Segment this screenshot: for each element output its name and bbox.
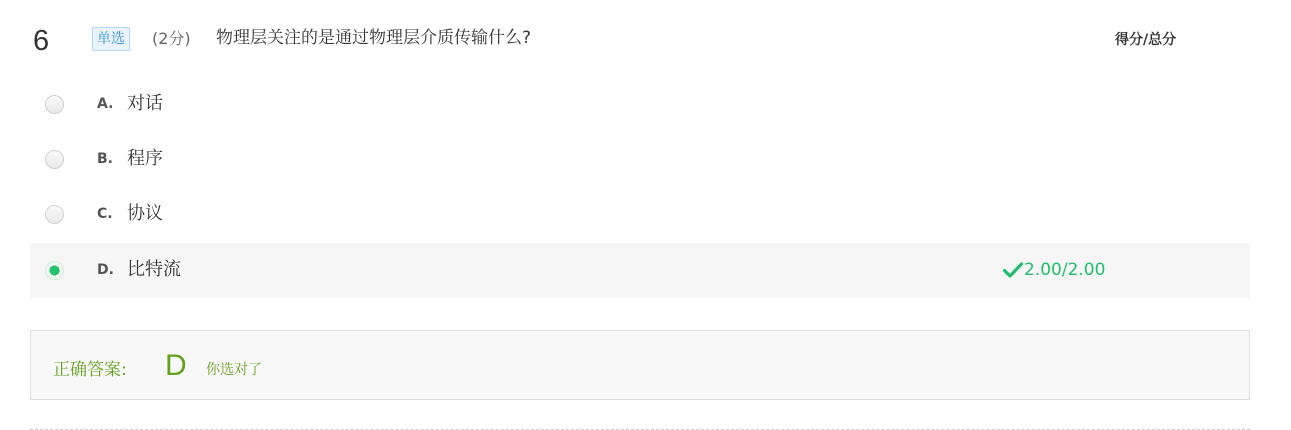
question-text: 物理层关注的是通过物理层介质传输什么? — [216, 28, 532, 48]
answer-letter: D — [165, 349, 187, 382]
option-result — [1003, 259, 1105, 281]
radio-button-checked[interactable] — [45, 261, 64, 280]
option-text: 比特流 — [127, 259, 181, 280]
answer-note: 你选对了 — [206, 362, 262, 378]
option-letter: D. — [97, 262, 114, 278]
option-letter: B. — [97, 151, 113, 167]
option-c[interactable] — [30, 187, 1250, 242]
radio-button[interactable] — [45, 95, 64, 114]
option-text: 协议 — [127, 203, 163, 224]
option-letter: A. — [97, 96, 114, 112]
check-icon — [1003, 262, 1023, 278]
option-letter: C. — [97, 206, 113, 222]
option-b[interactable] — [30, 132, 1250, 187]
answer-label: 正确答案: — [53, 360, 127, 380]
question-number: 6 — [33, 25, 50, 57]
radio-button[interactable] — [45, 150, 64, 169]
question-score: (2分) — [152, 29, 191, 48]
score-header: 得分/总分 — [1115, 32, 1177, 48]
option-a[interactable] — [30, 77, 1250, 132]
option-text: 程序 — [127, 148, 163, 169]
answer-box — [30, 330, 1250, 400]
option-result-score: 2.00/2.00 — [1024, 260, 1106, 280]
question-type-badge: 单选 — [92, 27, 130, 51]
option-d[interactable] — [30, 243, 1250, 298]
option-text: 对话 — [127, 93, 163, 114]
radio-button[interactable] — [45, 205, 64, 224]
